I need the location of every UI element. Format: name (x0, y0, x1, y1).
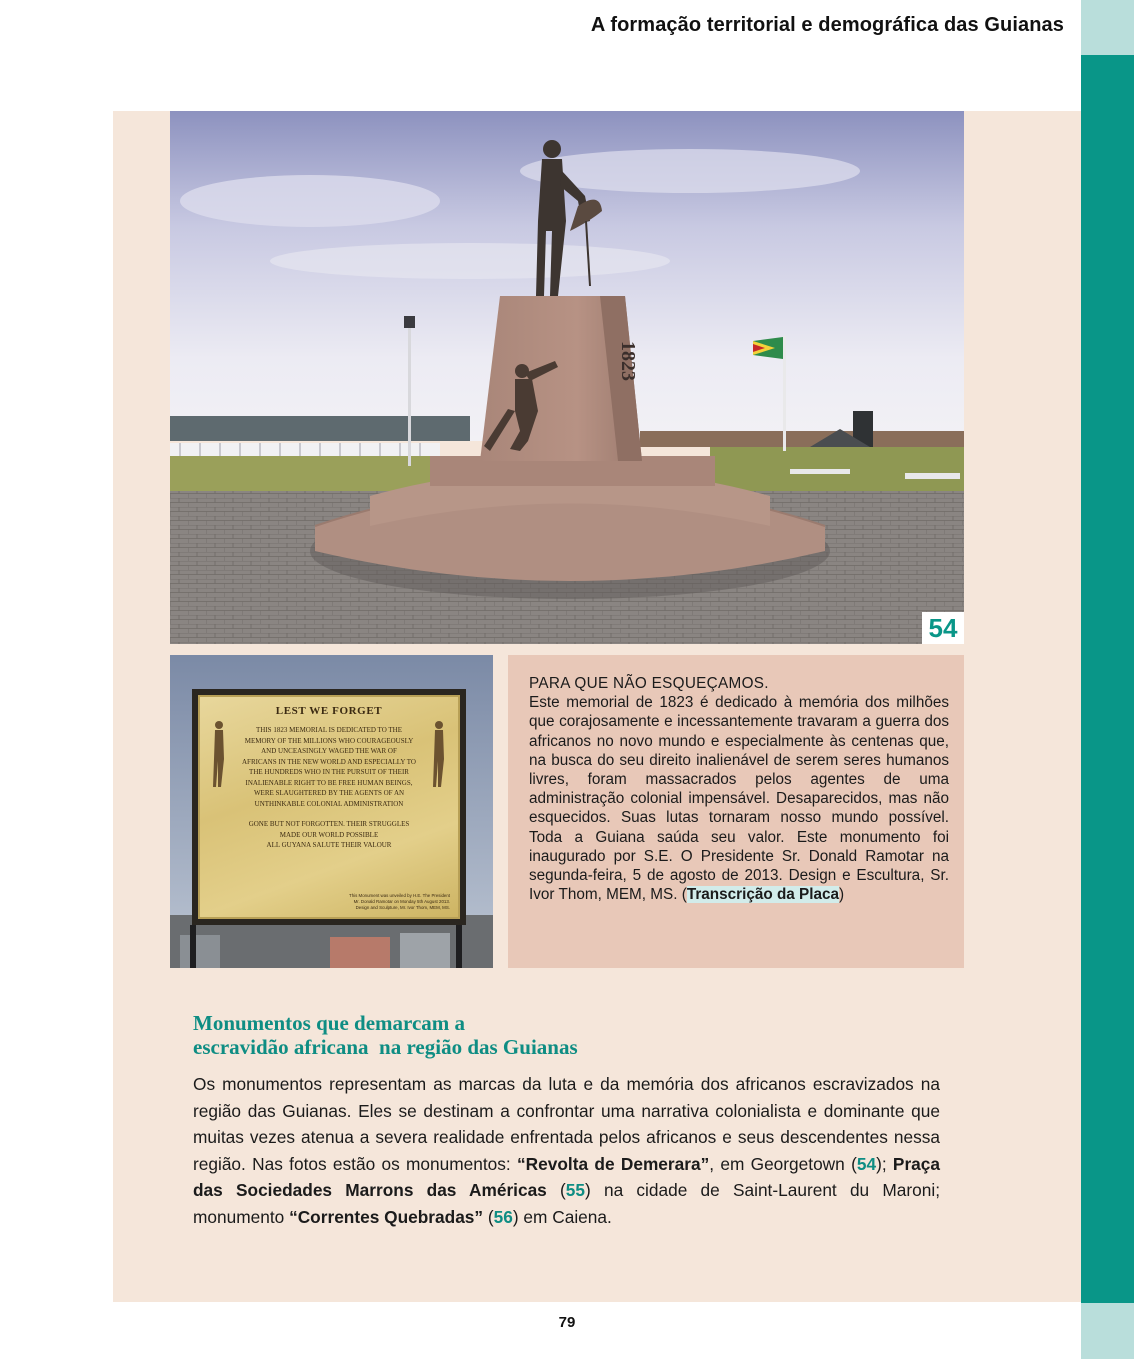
page-number: 79 (558, 1314, 576, 1331)
plaque-figure-left-icon (210, 719, 228, 789)
section-paragraph (193, 1071, 940, 1230)
plaque-line: GONE BUT NOT FORGOTTEN. THEIR STRUGGLES (248, 820, 410, 828)
plaque-photo (170, 655, 493, 968)
plaque-line: INALIENABLE RIGHT TO BE FREE HUMAN BEINGS, (245, 778, 413, 787)
section-title (193, 1011, 578, 1059)
plaque-line: MEMORY OF THE MILLIONS WHO COURAGEOUSLY (244, 736, 414, 745)
paragraph-text: ( (546, 1180, 566, 1200)
plaque-text (234, 725, 424, 851)
transcription-box (508, 655, 964, 968)
transcription-text (529, 674, 949, 904)
side-tab-teal (1081, 55, 1134, 1303)
plaque-figure-right-icon (430, 719, 448, 789)
plaque-line: MADE OUR WORLD POSSIBLE (279, 830, 379, 839)
figure-ref-55[interactable]: 55 (565, 1180, 586, 1200)
transcription-source-open: ( (681, 886, 687, 904)
paragraph-text: ) em Caiena. (512, 1206, 612, 1227)
transcription-source-close: ) (839, 886, 845, 904)
plaque-line: THE HUNDREDS WHO IN THE PURSUIT OF THEIR (249, 768, 409, 776)
paragraph-text: ); (876, 1153, 893, 1174)
running-header-title: A formação territorial e demográfica das Guianas (590, 14, 1064, 36)
paragraph-text: ) na cidade de Saint-Laurent du Maroni; monumento (193, 1180, 940, 1227)
plaque-face (198, 695, 460, 919)
plaque-credit-line: Design and Sculpture, Mr. Ivor Thom, MEM, MS. (355, 905, 450, 910)
paragraph-text: , em Georgetown ( (709, 1153, 857, 1174)
figure-label-54: 54 (922, 612, 964, 644)
section-title-line: escravidão africana na região das Guianas (193, 1035, 578, 1059)
plaque-board (192, 689, 466, 925)
figure-ref-54[interactable]: 54 (856, 1153, 877, 1174)
plaque-line (234, 809, 424, 819)
section-title-line: Monumentos que demarcam a (193, 1011, 466, 1035)
plaque-line: WERE SLAUGHTERED BY THE AGENTS OF AN (253, 789, 405, 797)
plaque-title: LEST WE FORGET (275, 705, 383, 717)
side-tab-light-top (1081, 0, 1134, 55)
transcription-source: Transcrição da Placa (686, 886, 840, 904)
plaque-line: ALL GUYANA SALUTE THEIR VALOUR (266, 841, 392, 849)
side-tab-light-bottom (1081, 1303, 1134, 1359)
monument-name-correntes: “Correntes Quebradas” (289, 1206, 484, 1227)
figure-ref-56[interactable]: 56 (493, 1206, 513, 1227)
pedestal-year: 1823 (617, 341, 639, 381)
monument-photo-54 (170, 111, 964, 644)
plaque-credit (349, 893, 450, 911)
paragraph-text: Os monumentos representam as marcas da luta e da memória dos africanos escravizados na região das Guianas. Eles se destinam a confrontar uma narrativa colonialista e dominante que muitas vezes atenua a severa realidade enfrentada pelos africanos e seus descendentes nessa região. Nas fotos estão os monumentos: (193, 1074, 940, 1174)
transcription-body: Este memorial de 1823 é dedicado à memória dos milhões que corajosamente e incessantemente travaram a guerra dos africanos no novo mundo e especialmente às centenas que, na busca do seu direito inalienável de serem seres humanos livres, foram massacrados pelos agentes de uma administração colonial impensável. Desaparecidos, mas não esquecidos. Suas lutas tornaram nosso mundo possível. Toda a Guiana saúda seu valor. Este monumento foi inaugurado por S.E. O Presidente Sr. Donald Ramotar na segunda-feira, 5 de agosto de 2013. Design e Escultura, Sr. Ivor Thom, MEM, MS. (529, 694, 949, 904)
plaque-line: AND UNCEASINGLY WAGED THE WAR OF (261, 747, 397, 755)
plaque-credit-line: This Monument was unveiled by H.E. The President (349, 893, 450, 898)
plaque-line: AFRICANS IN THE NEW WORLD AND ESPECIALLY TO (242, 757, 416, 766)
transcription-heading: PARA QUE NÃO ESQUEÇAMOS. (529, 675, 769, 692)
monument-name-revolta: “Revolta de Demerara” (517, 1153, 710, 1174)
paragraph-text: ( (483, 1206, 494, 1227)
plaque-line: THIS 1823 MEMORIAL IS DEDICATED TO THE (256, 726, 402, 734)
plaque-line: UNTHINKABLE COLONIAL ADMINISTRATION (254, 799, 404, 808)
monument-name-praca: Praça das Sociedades Marrons das Américas (193, 1153, 941, 1200)
plaque-credit-line: Mr. Donald Ramotar on Monday 5th August 2013. (353, 899, 450, 904)
